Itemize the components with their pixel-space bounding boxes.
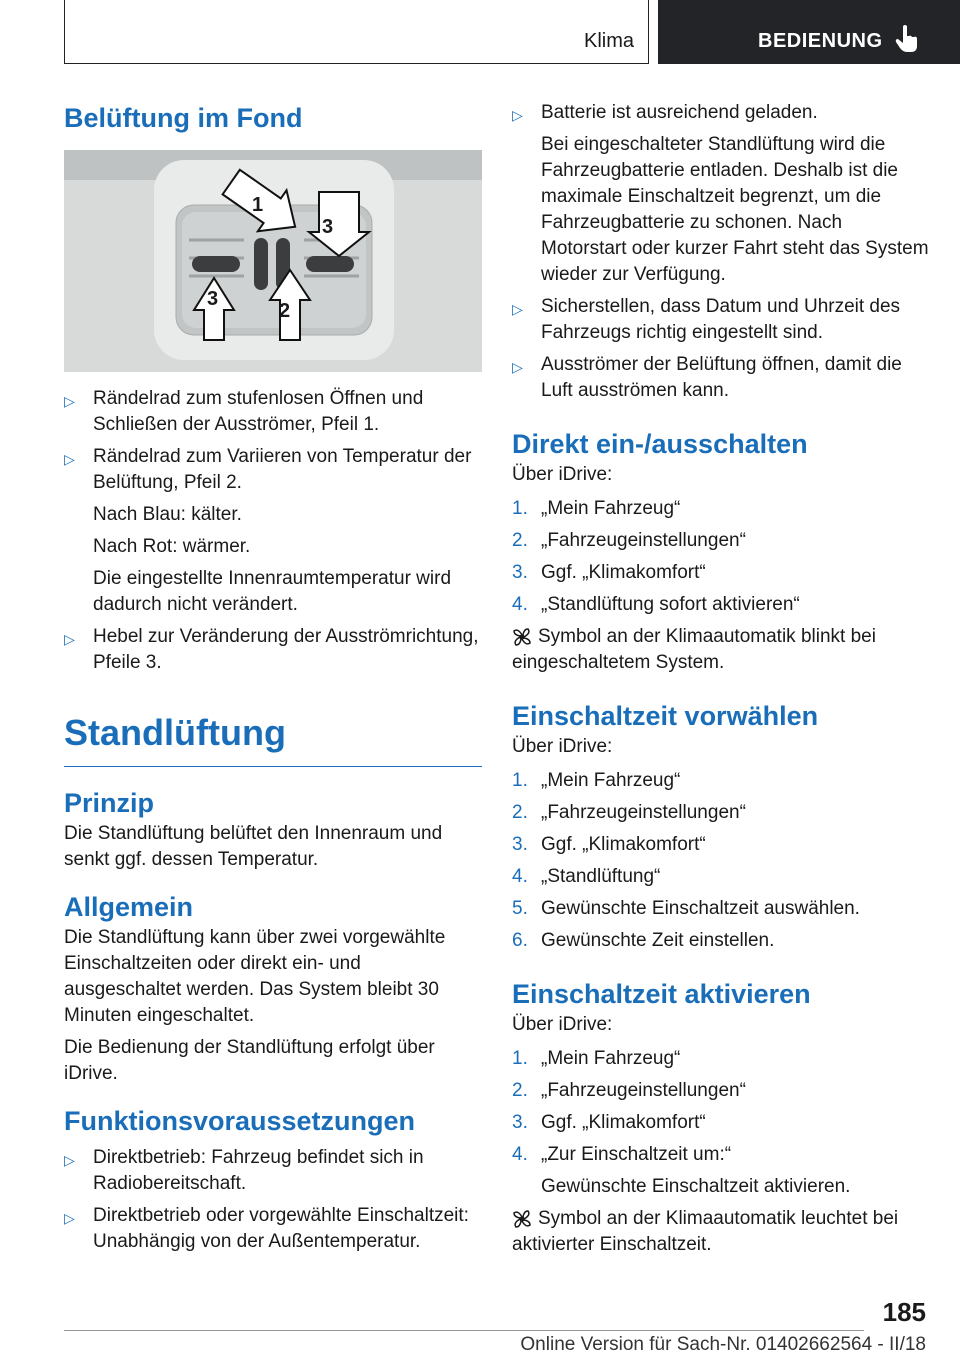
triangle-bullet-icon: ▷ bbox=[64, 1152, 75, 1168]
heading-prinzip: Prinzip bbox=[64, 788, 155, 818]
list-item: ▷ Ausströmer der Belüftung öffnen, damit die Luft ausströmen kann. bbox=[512, 354, 902, 401]
aktiv-steps bbox=[512, 1046, 932, 1200]
figure-label-2: 2 bbox=[279, 300, 291, 322]
list-item: 1. „Mein Fahrzeug“ bbox=[512, 770, 681, 791]
list-item: 3. Ggf. „Klimakomfort“ bbox=[512, 834, 706, 855]
sub-text: Bei eingeschalteter Standlüftung wird die Fahrzeugbatterie entladen. Deshalb ist die maximale Einschaltzeit begrenzt, um die Fahrzeugbatterie zu schonen. Nach Motorstart oder kurzer Fahrt steht das System wieder zur Verfügung. bbox=[541, 134, 929, 285]
list-item: 4. „Standlüftung“ bbox=[512, 866, 661, 887]
triangle-bullet-icon: ▷ bbox=[64, 631, 75, 647]
list-item: 2. „Fahrzeugeinstellungen“ bbox=[512, 1080, 746, 1101]
list-item: 2. „Fahrzeugeinstellungen“ bbox=[512, 530, 746, 551]
list-item: ▷ Batterie ist ausreichend geladen. Bei eingeschalteter Standlüftung wird die Fahrzeugbatterie entladen. Deshalb ist die maximale Einschaltzeit begrenzt, um die Fahrzeugbatterie zu schonen. Nach Motorstart oder kurzer Fahrt steht das System wieder zur Verfügung. bbox=[512, 100, 932, 288]
allgemein-text-1: Die Standlüftung kann über zwei vorgewählte Einschaltzeiten oder direkt ein- und ausgeschaltet werden. Das System bleibt 30 Minuten eingeschaltet. bbox=[64, 927, 446, 1026]
aktiv-note: Symbol an der Klimaautomatik leuchtet bei aktivierter Einschaltzeit. bbox=[512, 1208, 899, 1255]
condition-list bbox=[512, 100, 932, 404]
triangle-bullet-icon: ▷ bbox=[512, 107, 523, 123]
sub-text: Die eingestellte Innenraumtemperatur wird dadurch nicht verändert. bbox=[93, 568, 452, 615]
allgemein-text-2: Die Bedienung der Standlüftung erfolgt über iDrive. bbox=[64, 1037, 435, 1084]
heading-standlueftung: Standlüftung bbox=[64, 710, 482, 767]
direkt-note: Symbol an der Klimaautomatik blinkt bei eingeschaltetem System. bbox=[512, 626, 876, 673]
list-item: 4. „Standlüftung sofort aktivieren“ bbox=[512, 594, 800, 615]
triangle-bullet-icon: ▷ bbox=[64, 393, 75, 409]
sub-text: Nach Blau: kälter. bbox=[93, 504, 242, 525]
sub-text: Nach Rot: wärmer. bbox=[93, 536, 251, 557]
list-item: 1. „Mein Fahrzeug“ bbox=[512, 1048, 681, 1069]
direkt-steps bbox=[512, 496, 932, 618]
heading-aktivieren: Einschaltzeit aktivieren bbox=[512, 979, 811, 1009]
list-item: ▷ Direktbetrieb oder vorgewählte Einschaltzeit: Unabhängig von der Außentemperatur. bbox=[64, 1205, 469, 1252]
vorwahl-steps bbox=[512, 768, 932, 954]
direkt-intro: Über iDrive: bbox=[512, 464, 613, 485]
triangle-bullet-icon: ▷ bbox=[512, 301, 523, 317]
page-number: 185 bbox=[882, 1297, 926, 1327]
header-box bbox=[64, 0, 649, 64]
heading-belueftung-fond: Belüftung im Fond bbox=[64, 103, 303, 133]
list-item: 2. „Fahrzeugeinstellungen“ bbox=[512, 802, 746, 823]
fan-icon bbox=[512, 627, 532, 647]
figure-label-3-right: 3 bbox=[322, 216, 334, 238]
list-item: 3. Ggf. „Klimakomfort“ bbox=[512, 562, 706, 583]
prinzip-text: Die Standlüftung belüftet den Innenraum und senkt ggf. dessen Temperatur. bbox=[64, 823, 443, 870]
sub-text: Gewünschte Einschaltzeit aktivieren. bbox=[541, 1176, 851, 1197]
list-item: ▷ Sicherstellen, dass Datum und Uhrzeit des Fahrzeugs richtig eingestellt sind. bbox=[512, 296, 901, 343]
fan-icon bbox=[512, 1209, 532, 1229]
heading-funktionsvoraussetzungen: Funktionsvoraussetzungen bbox=[64, 1106, 416, 1136]
list-item: 6. Gewünschte Zeit einstellen. bbox=[512, 930, 775, 951]
figure-label-1: 1 bbox=[252, 194, 264, 216]
aktiv-intro: Über iDrive: bbox=[512, 1014, 613, 1035]
fond-list bbox=[64, 386, 482, 676]
triangle-bullet-icon: ▷ bbox=[64, 451, 75, 467]
heading-allgemein: Allgemein bbox=[64, 892, 194, 922]
triangle-bullet-icon: ▷ bbox=[64, 1210, 75, 1226]
list-item: 3. Ggf. „Klimakomfort“ bbox=[512, 1112, 706, 1133]
footer-online-version: Online Version für Sach-Nr. 01402662564 - II/18 bbox=[520, 1334, 926, 1355]
header-section-title: Klima bbox=[583, 30, 634, 52]
list-item: ▷ Rändelrad zum Variieren von Temperatur der Belüftung, Pfeil 2. Nach Blau: kälter. Nach Rot: wärmer. Die eingestellte Innenraumtemperatur wird dadurch nicht verändert. bbox=[64, 444, 482, 618]
heading-direkt: Direkt ein-/ausschalten bbox=[512, 429, 808, 459]
funktion-list bbox=[64, 1145, 482, 1255]
list-item: 5. Gewünschte Einschaltzeit auswählen. bbox=[512, 898, 860, 919]
list-item: ▷ Rändelrad zum stufenlosen Öffnen und Schließen der Ausströmer, Pfeil 1. bbox=[64, 388, 424, 435]
list-item: ▷ Direktbetrieb: Fahrzeug befindet sich in Radiobereitschaft. bbox=[64, 1147, 424, 1194]
vorwahl-intro: Über iDrive: bbox=[512, 736, 613, 757]
header-tab-label: BEDIENUNG bbox=[758, 30, 883, 52]
vent-illustration bbox=[64, 150, 482, 372]
pointing-hand-icon bbox=[894, 24, 920, 54]
footer-divider bbox=[64, 1330, 864, 1331]
triangle-bullet-icon: ▷ bbox=[512, 359, 523, 375]
list-item: 4. „Zur Einschaltzeit um:“ Gewünschte Einschaltzeit aktivieren. bbox=[512, 1142, 932, 1200]
list-item: 1. „Mein Fahrzeug“ bbox=[512, 498, 681, 519]
heading-vorwahl: Einschaltzeit vorwählen bbox=[512, 701, 819, 731]
left-column bbox=[64, 100, 482, 1255]
right-column bbox=[512, 100, 932, 1258]
list-item: ▷ Hebel zur Veränderung der Ausströmrichtung, Pfeile 3. bbox=[64, 626, 479, 673]
figure-label-3-left: 3 bbox=[207, 288, 219, 310]
vent-photo bbox=[64, 150, 482, 372]
